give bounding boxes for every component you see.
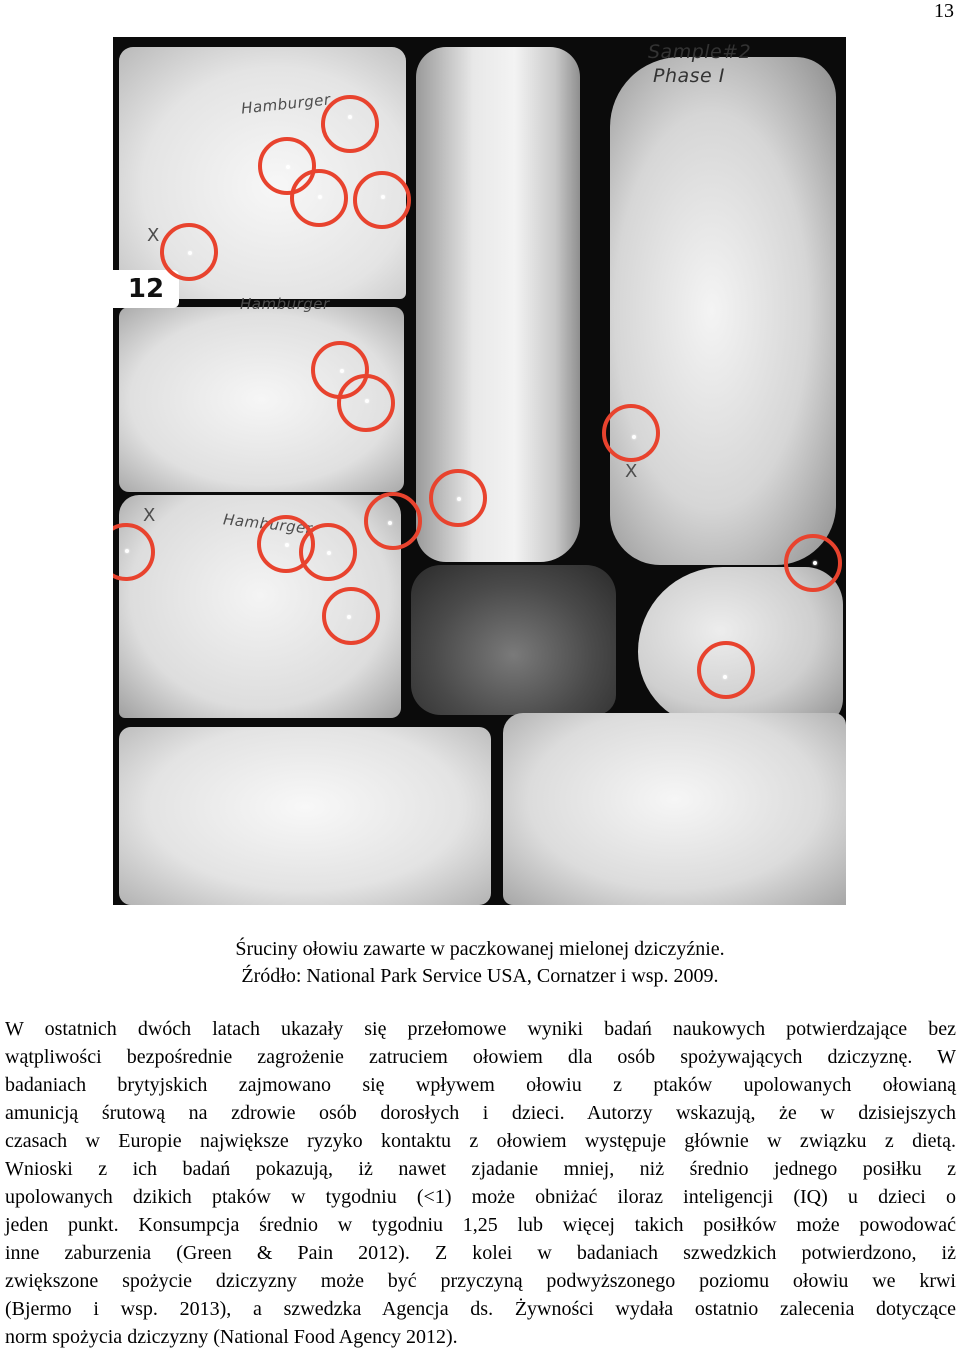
handwritten-x-mark: X (147, 225, 160, 246)
handwritten-x-mark: X (625, 461, 638, 482)
handwritten-sample-note: Sample#2 (648, 41, 752, 63)
page-number: 13 (934, 0, 954, 22)
handwritten-hamburger-note: Hamburger (222, 510, 314, 538)
highlight-circle (431, 471, 485, 525)
highlight-circle (260, 139, 314, 193)
handwritten-hamburger-note: Hamburger (240, 295, 330, 313)
paragraph-line: W ostatnich dwóch latach ukazały się przełomowe wyniki badań naukowych potwierdzające bez (5, 1018, 956, 1040)
caption-source-line: Źródło: National Park Service USA, Cornatzer i wsp. 2009. (241, 965, 719, 987)
xray-figure (113, 37, 846, 905)
handwritten-hamburger-note: Hamburger (240, 90, 332, 118)
figure-caption (0, 936, 960, 990)
highlight-circle (786, 536, 840, 590)
package-number-label: 12 (113, 270, 179, 308)
highlight-circle (355, 173, 409, 227)
highlight-circle (113, 525, 153, 579)
paragraph-line: inne zaburzenia (Green & Pain 2012). Z kolei w badaniach szwedzkich potwierdzono, iż (5, 1242, 956, 1264)
paragraph-line: jeden punkt. Konsumpcja średnio w tygodniu 1,25 lub więcej takich posiłków może powodować (5, 1214, 956, 1236)
highlight-circles (113, 37, 846, 905)
handwritten-phase-note: Phase I (653, 65, 725, 87)
handwritten-x-mark: X (143, 505, 156, 526)
paragraph-line: upolowanych dzikich ptaków w tygodniu (<1) może obniżać iloraz inteligencji (IQ) u dzieci o (5, 1186, 956, 1208)
paragraph-line: (Bjermo i wsp. 2013), a szwedzka Agencja ds. Żywności wydała ostatnio zalecenia dotyczące (5, 1298, 956, 1320)
paragraph-line: Wnioski z ich badań pokazują, iż nawet zjadanie mniej, niż średnio jednego posiłku z (5, 1158, 956, 1180)
highlight-circle (604, 406, 658, 460)
paragraph-line: wątpliwości bezpośrednie zagrożenie zatruciem ołowiem dla osób spożywających dziczyznę. W (5, 1046, 956, 1068)
highlight-circle (301, 525, 355, 579)
highlight-circle (162, 225, 216, 279)
highlight-circle (366, 494, 420, 548)
paragraph-line: amunicją śrutową na zdrowie osób dorosłych i dzieci. Autorzy wskazują, że w dzisiejszych (5, 1102, 956, 1124)
highlight-circle (339, 376, 393, 430)
paragraph-line: czasach w Europie największe ryzyko kontaktu z ołowiem występuje głównie w związku z dietą. (5, 1130, 956, 1152)
highlight-circle (699, 643, 753, 697)
caption-line: Śruciny ołowiu zawarte w paczkowanej mielonej dziczyźnie. (235, 938, 725, 960)
paragraph-line: norm spożycia dziczyzny (National Food Agency 2012). (5, 1326, 458, 1348)
highlight-circle (292, 171, 346, 225)
highlight-circle (323, 97, 377, 151)
body-paragraph (5, 1015, 956, 1351)
paragraph-line: zwiększone spożycie dziczyzny może być przyczyną podwyższonego poziomu ołowiu we krwi (5, 1270, 956, 1292)
highlight-circle (324, 589, 378, 643)
highlight-circle (313, 343, 367, 397)
paragraph-line: badaniach brytyjskich zajmowano się wpływem ołowiu z ptaków upolowanych ołowianą (5, 1074, 956, 1096)
